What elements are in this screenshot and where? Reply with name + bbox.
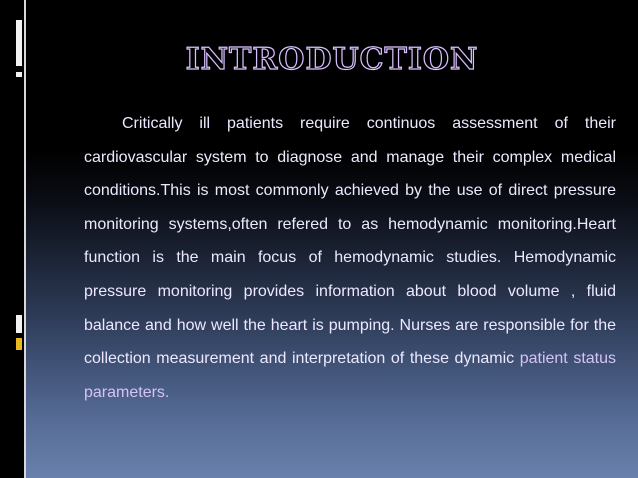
body-paragraph [84,107,616,409]
slide-title: INTRODUCTION [185,42,479,77]
decor-bar-yellow [16,338,22,350]
paragraph-last-line: patient status parameters. [84,350,617,401]
paragraph-text: Critically ill patients require continuos assessment of their cardiovascular system to diagnose and manage their complex medical conditions.This is most commonly achieved by the use of direct pressure monitoring systems,often refered to as hemodynamic monitoring.Heart function is the main focus of hemodynamic studies. Hemodynamic pressure monitoring provides information about blood volume , fluid balance and how well the heart is pumping. Nurses are responsible for the collection measurement and interpretation of these dynamic [84,115,616,368]
decor-bar-white-3 [16,315,22,333]
decor-bar-white-1 [16,20,22,66]
decor-bar-white-2 [16,72,22,77]
